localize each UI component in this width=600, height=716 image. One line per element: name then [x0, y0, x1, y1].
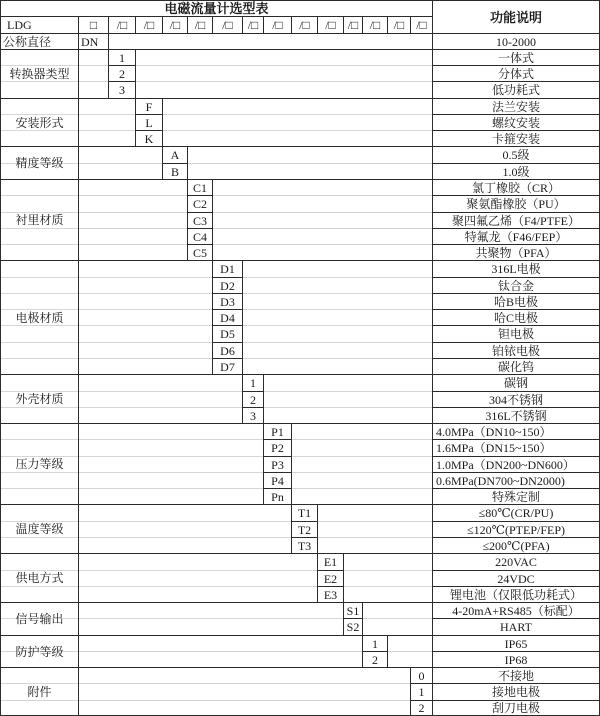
code-cell: P2: [263, 439, 292, 457]
group-right-blank: [135, 49, 433, 99]
code-slot-cell: /□: [108, 16, 136, 34]
desc-cell: 316L不锈钢: [432, 407, 600, 424]
desc-cell: 低功耗式: [432, 81, 600, 99]
group-left-blank: [78, 49, 109, 99]
code-cell: P4: [263, 472, 292, 489]
code-cell: P3: [263, 456, 292, 473]
group-right-blank: [263, 374, 433, 424]
code-cell: E2: [317, 570, 344, 587]
desc-cell: ≤200℃(PFA): [432, 537, 600, 554]
desc-cell: 316L电极: [432, 260, 600, 278]
diameter-label-cell: 公称直径: [0, 33, 79, 50]
desc-cell: 304不锈钢: [432, 391, 600, 408]
group-label-cell: 压力等级: [0, 423, 79, 505]
code-cell: C1: [187, 179, 213, 196]
group-left-blank: [78, 260, 213, 375]
desc-cell: ≤80℃(CR/PU): [432, 504, 600, 522]
code-slot-cell: /□: [162, 16, 188, 34]
desc-cell: 哈B电极: [432, 293, 600, 310]
code-cell: P1: [263, 423, 292, 440]
desc-cell: 特殊定制: [432, 488, 600, 505]
desc-cell: 钛合金: [432, 277, 600, 294]
code-cell: D3: [212, 293, 243, 310]
desc-cell: 1.6MPa（DN15~150）: [432, 439, 600, 457]
diameter-code-cell: DN: [78, 33, 109, 50]
code-cell: 2: [410, 700, 433, 716]
group-label-cell: 精度等级: [0, 146, 79, 180]
group-right-blank: [343, 553, 433, 603]
code-slot-cell: /□: [362, 16, 388, 34]
desc-cell: 卡箍安装: [432, 130, 600, 147]
group-right-blank: [291, 423, 433, 505]
desc-cell: IP68: [432, 651, 600, 668]
code-cell: 1: [362, 635, 388, 652]
code-cell: C2: [187, 195, 213, 213]
code-slot-cell: /□: [212, 16, 243, 34]
code-cell: C4: [187, 228, 213, 245]
code-cell: K: [135, 130, 163, 147]
code-cell: 1: [108, 49, 136, 66]
desc-cell: 220VAC: [432, 553, 600, 571]
code-cell: E3: [317, 586, 344, 603]
desc-cell: 哈C电极: [432, 309, 600, 326]
desc-cell: 不接地: [432, 667, 600, 684]
code-cell: Pn: [263, 488, 292, 505]
code-slot-cell: /□: [317, 16, 344, 34]
code-cell: C3: [187, 212, 213, 229]
group-right-blank: [362, 602, 433, 636]
desc-cell: 4-20mA+RS485（标配）: [432, 602, 600, 619]
code-cell: T1: [291, 504, 318, 522]
group-label-cell: 安装形式: [0, 98, 79, 147]
desc-cell: ≤120℃(PTEP/FEP): [432, 521, 600, 538]
desc-cell: 1.0级: [432, 163, 600, 180]
code-slot-cell: /□: [387, 16, 411, 34]
desc-cell: 聚四氟乙烯（F4/PTFE）: [432, 212, 600, 229]
desc-cell: 1.0MPa（DN200~DN600）: [432, 456, 600, 473]
code-slot-cell: /□: [291, 16, 318, 34]
desc-cell: HART: [432, 618, 600, 636]
code-cell: 2: [242, 391, 264, 408]
group-label-cell: 温度等级: [0, 504, 79, 554]
group-left-blank: [78, 553, 318, 603]
code-cell: D1: [212, 260, 243, 278]
code-cell: T2: [291, 521, 318, 538]
group-left-blank: [78, 602, 344, 636]
group-label-cell: 防护等级: [0, 635, 79, 668]
desc-cell: 聚氨酯橡胶（PU）: [432, 195, 600, 213]
desc-cell: 刮刀电极: [432, 700, 600, 716]
code-slot-cell: /□: [263, 16, 292, 34]
group-label-cell: 电极材质: [0, 260, 79, 375]
model-box-cell: □: [78, 16, 109, 34]
group-left-blank: [78, 667, 411, 716]
desc-cell: 24VDC: [432, 570, 600, 587]
diameter-blank-cell: [108, 33, 433, 50]
code-cell: D4: [212, 309, 243, 326]
group-left-blank: [78, 423, 264, 505]
code-cell: D5: [212, 325, 243, 343]
code-cell: 0: [410, 667, 433, 684]
desc-cell: 一体式: [432, 49, 600, 66]
group-right-blank: [187, 146, 433, 180]
code-cell: F: [135, 98, 163, 115]
code-cell: C5: [187, 244, 213, 261]
code-cell: S2: [343, 618, 363, 636]
group-label-cell: 外壳材质: [0, 374, 79, 424]
code-cell: S1: [343, 602, 363, 619]
code-slot-cell: /□: [242, 16, 264, 34]
desc-cell: 螺纹安装: [432, 114, 600, 131]
function-column-header: 功能说明: [432, 0, 600, 34]
group-label-cell: 供电方式: [0, 553, 79, 603]
group-right-blank: [242, 260, 433, 375]
desc-cell: 碳钢: [432, 374, 600, 392]
code-cell: A: [162, 146, 188, 164]
code-cell: E1: [317, 553, 344, 571]
code-slot-cell: /□: [410, 16, 433, 34]
group-left-blank: [78, 504, 292, 554]
desc-cell: 锂电池（仅限低功耗式）: [432, 586, 600, 603]
page-title: 电磁流量计选型表: [0, 0, 433, 17]
desc-cell: 0.6MPa(DN700~DN2000): [432, 472, 600, 489]
code-cell: D2: [212, 277, 243, 294]
group-left-blank: [78, 98, 136, 147]
model-prefix-cell: LDG: [0, 16, 79, 34]
group-label-cell: 信号输出: [0, 602, 79, 636]
desc-cell: 特氟龙（F46/FEP）: [432, 228, 600, 245]
code-slot-cell: /□: [135, 16, 163, 34]
group-left-blank: [78, 635, 363, 668]
desc-cell: 法兰安装: [432, 98, 600, 115]
group-label-cell: 附件: [0, 667, 79, 716]
group-right-blank: [317, 504, 433, 554]
code-cell: 3: [108, 81, 136, 99]
desc-cell: IP65: [432, 635, 600, 652]
group-left-blank: [78, 374, 243, 424]
code-cell: T3: [291, 537, 318, 554]
group-right-blank: [387, 635, 433, 668]
code-cell: 2: [362, 651, 388, 668]
group-left-blank: [78, 179, 188, 261]
desc-cell: 0.5级: [432, 146, 600, 164]
code-cell: 3: [242, 407, 264, 424]
desc-cell: 铂铱电极: [432, 342, 600, 359]
desc-cell: 氯丁橡胶（CR）: [432, 179, 600, 196]
code-cell: 2: [108, 65, 136, 82]
code-slot-cell: /□: [187, 16, 213, 34]
code-cell: B: [162, 163, 188, 180]
code-cell: D7: [212, 358, 243, 375]
code-cell: D6: [212, 342, 243, 359]
group-right-blank: [162, 98, 433, 147]
group-right-blank: [212, 179, 433, 261]
desc-cell: 接地电极: [432, 683, 600, 701]
group-label-cell: 转换器类型: [0, 49, 79, 99]
desc-cell: 分体式: [432, 65, 600, 82]
code-cell: 1: [242, 374, 264, 392]
code-cell: L: [135, 114, 163, 131]
code-cell: 1: [410, 683, 433, 701]
desc-cell: 钽电极: [432, 325, 600, 343]
diameter-desc-cell: 10-2000: [432, 33, 600, 50]
desc-cell: 碳化钨: [432, 358, 600, 375]
desc-cell: 4.0MPa（DN10~150）: [432, 423, 600, 440]
group-label-cell: 衬里材质: [0, 179, 79, 261]
desc-cell: 共聚物（PFA）: [432, 244, 600, 261]
code-slot-cell: /□: [343, 16, 363, 34]
group-left-blank: [78, 146, 163, 180]
